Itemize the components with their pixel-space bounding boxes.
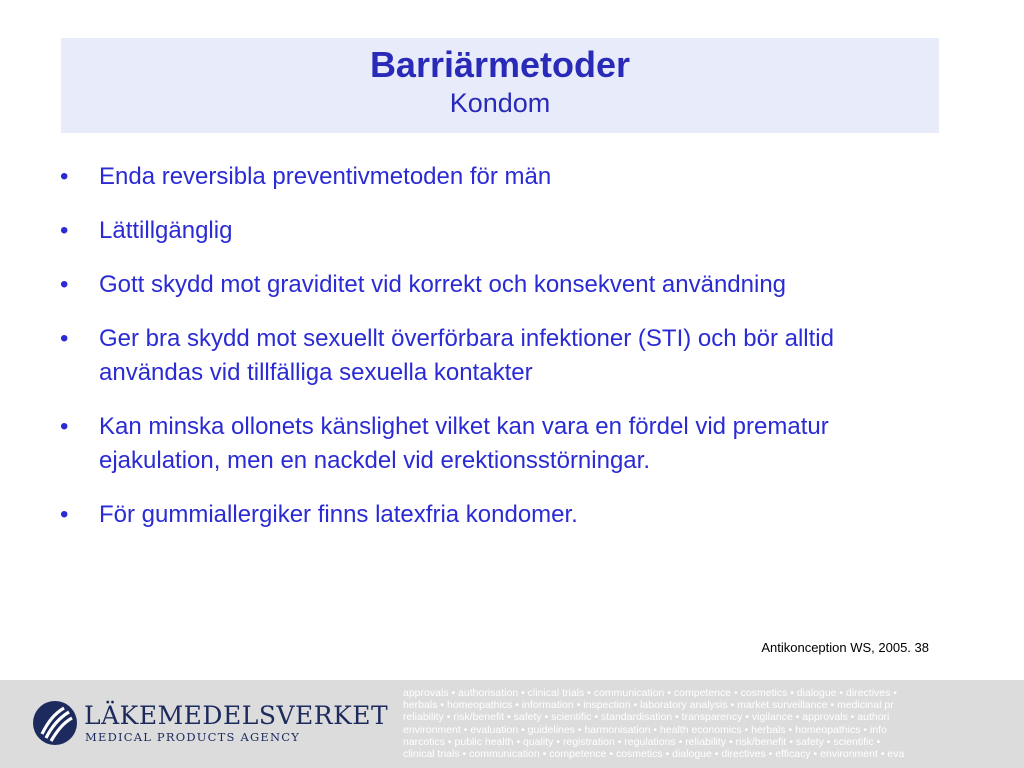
title-band — [61, 38, 939, 133]
bullet-list — [56, 160, 936, 552]
keyword-banner — [403, 687, 1024, 767]
bullet-text: För gummiallergiker finns latexfria kondomer. — [99, 501, 578, 528]
keyword-line: reliability • risk/benefit • safety • scientific • standardisation • transparency • vigilance • approvals • authori — [403, 711, 890, 724]
footer-band — [0, 680, 1024, 768]
bullet-text: Kan minska ollonets känslighet vilket kan vara en fördel vid prematur ejakulation, men en nackdel vid erektionsstörningar. — [99, 413, 829, 474]
bullet-marker: • — [60, 217, 69, 244]
keyword-line: approvals • authorisation • clinical trials • communication • competence • cosmetics • dialogue • directives • — [403, 687, 897, 699]
bullet-text: Lättillgänglig — [99, 217, 233, 244]
slide-title: Barriärmetoder — [369, 44, 631, 85]
bullet-item — [56, 214, 936, 248]
agency-name: LÄKEMEDELSVERKET — [84, 701, 389, 730]
bullet-marker: • — [60, 325, 69, 352]
keyword-line: narcotics • public health • quality • registration • regulations • reliability • risk/benefit • safety • scientific • — [403, 735, 881, 748]
bullet-text: Ger bra skydd mot sexuellt överförbara infektioner (STI) och bör alltid användas vid tillfälliga sexuella kontakter — [99, 325, 834, 386]
bullet-text: Enda reversibla preventivmetoden för män — [99, 163, 552, 190]
bullet-marker: • — [60, 413, 69, 440]
slide-subtitle: Kondom — [449, 88, 551, 118]
bullet-item — [56, 498, 936, 532]
bullet-item — [56, 410, 936, 478]
bullet-marker: • — [60, 501, 69, 528]
keyword-line: herbals • homeopathics • information • inspection • laboratory analysis • market surveillance • medicinal pr — [403, 699, 894, 712]
bullet-item — [56, 268, 936, 302]
citation: Antikonception WS, 2005. 38 — [761, 640, 929, 655]
keyword-line: environment • evaluation • guidelines • harmonisation • health economics • herbals • homeopathics • info — [403, 723, 887, 736]
agency-subtitle: MEDICAL PRODUCTS AGENCY — [85, 730, 301, 744]
bullet-marker: • — [60, 271, 69, 298]
bullet-item — [56, 160, 936, 194]
bullet-text: Gott skydd mot graviditet vid korrekt och konsekvent användning — [99, 271, 787, 298]
bullet-item — [56, 322, 936, 390]
keyword-line: clinical trials • communication • competence • cosmetics • dialogue • directives • efficacy • environment • eva — [403, 748, 905, 761]
agency-logo-icon — [32, 700, 78, 746]
bullet-marker: • — [60, 163, 69, 190]
